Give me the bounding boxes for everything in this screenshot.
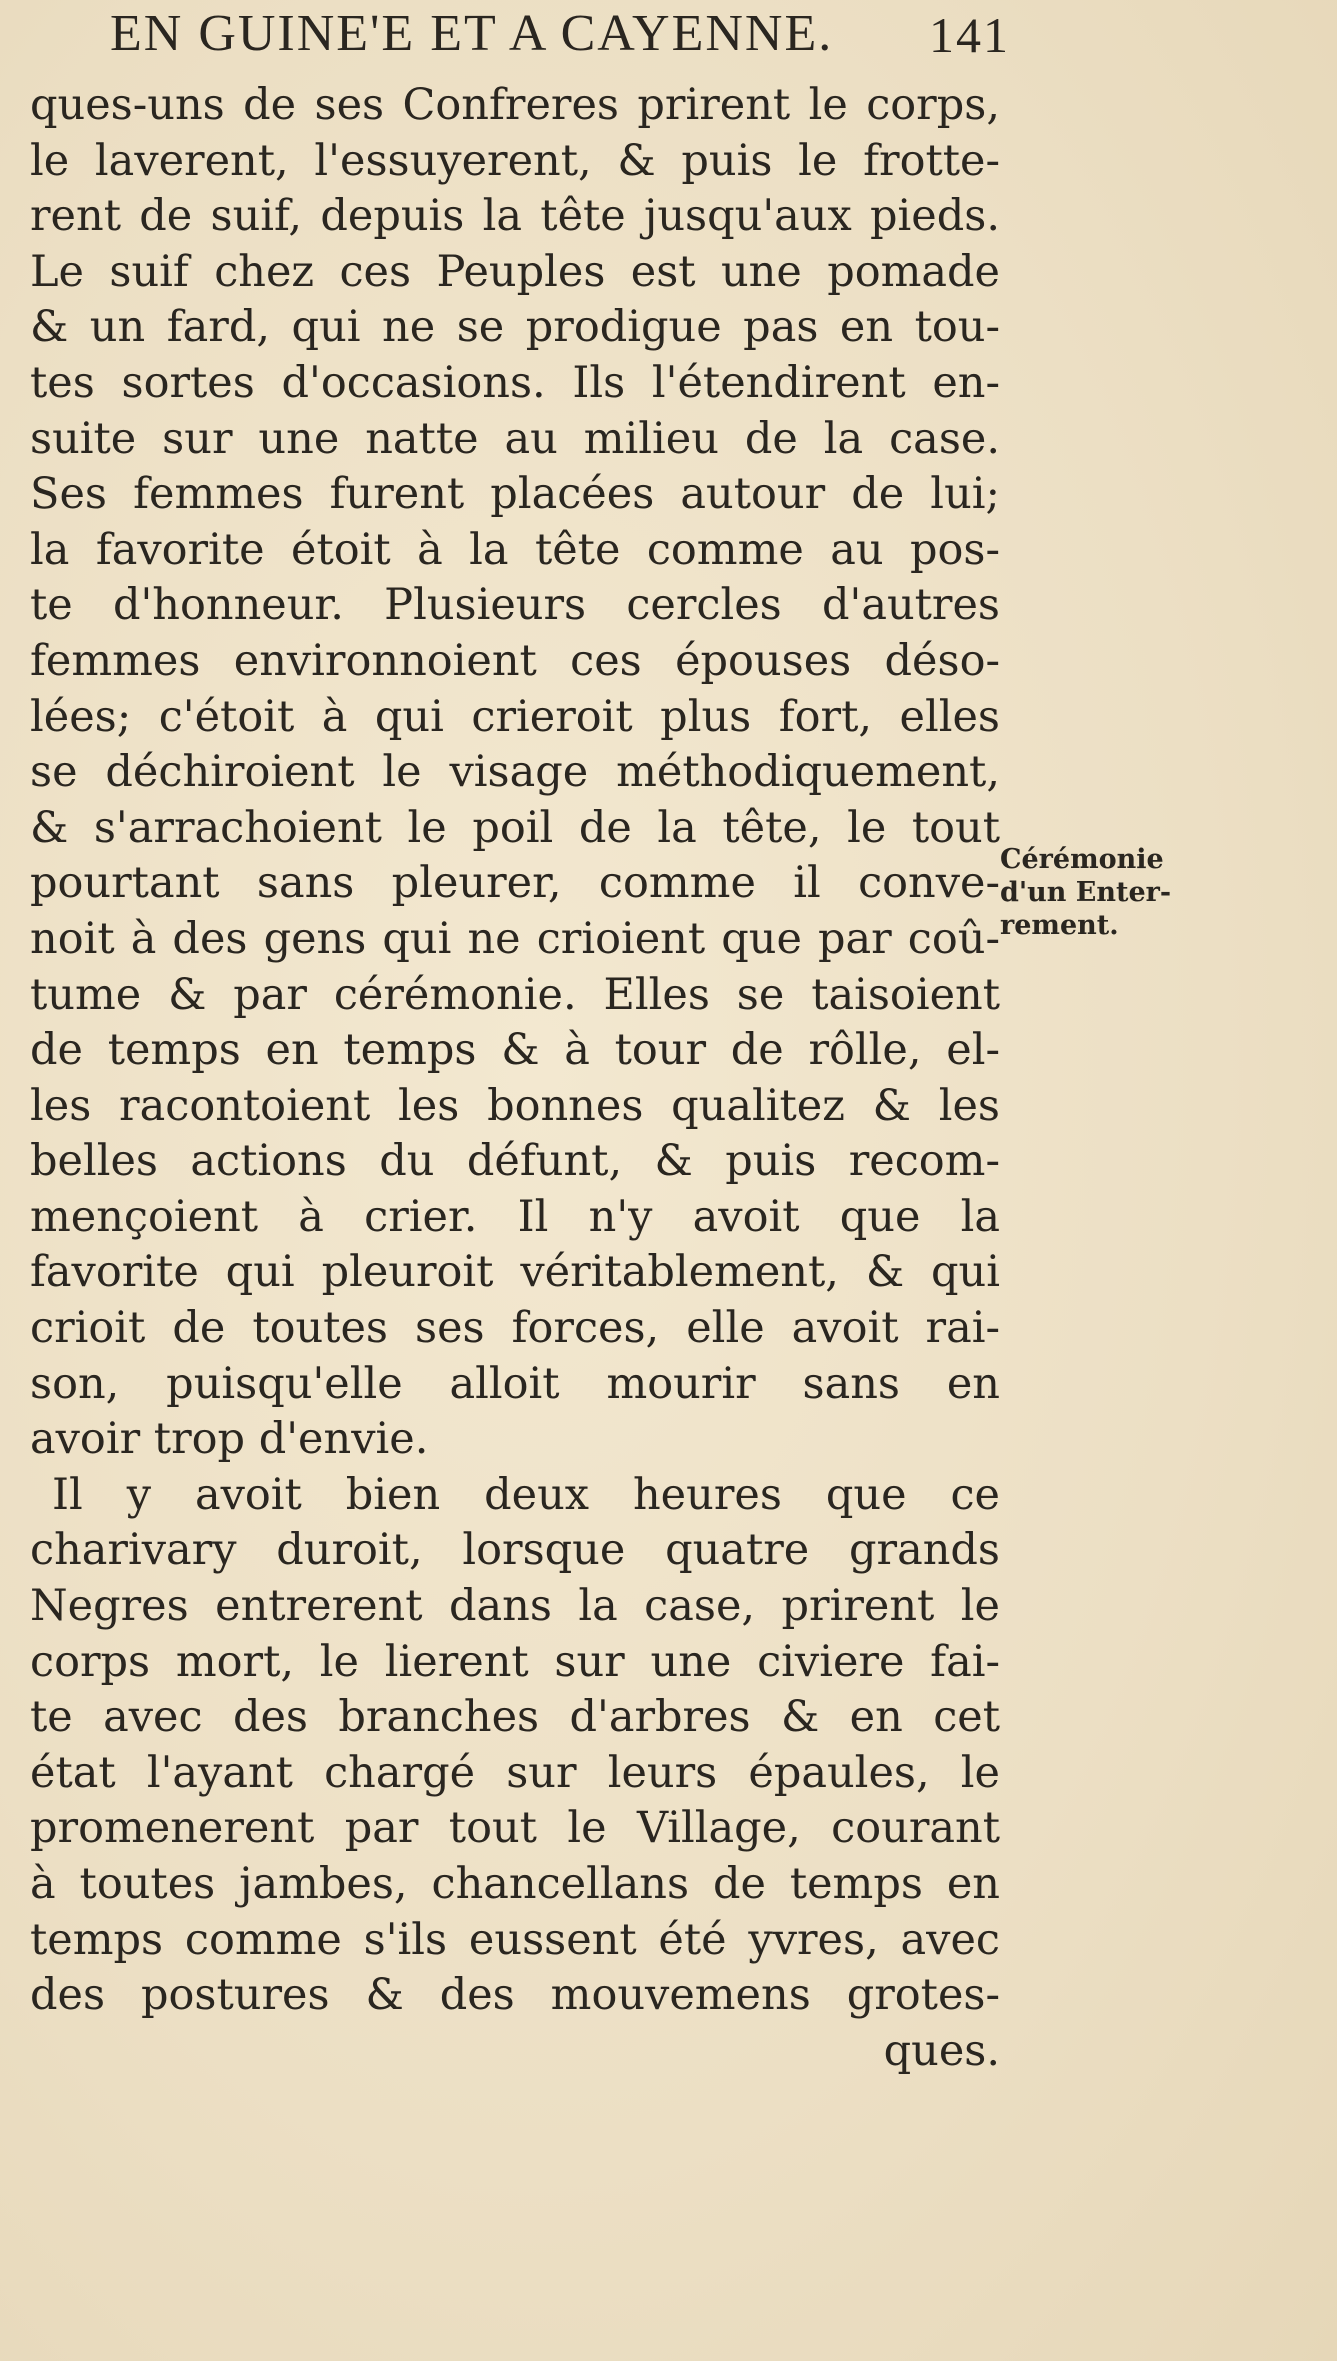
text-line: belles actions du défunt, & puis recom- xyxy=(30,1136,1000,1187)
text-line: crioit de toutes ses forces, elle avoit rai- xyxy=(30,1303,1000,1354)
text-line: promenerent par tout le Village, courant xyxy=(30,1803,1000,1854)
text-line: noit à des gens qui ne crioient que par coû- xyxy=(30,913,1000,964)
text-line: suite sur une natte au milieu de la case. xyxy=(30,413,1000,464)
margin-note xyxy=(1000,843,1210,942)
text-line: favorite qui pleuroit véritablement, & qui xyxy=(30,1247,1000,1298)
text-line: son, puisqu'elle alloit mourir sans en xyxy=(30,1358,1000,1409)
text-line: la favorite étoit à la tête comme au pos- xyxy=(30,524,1000,575)
text-line: temps comme s'ils eussent été yvres, avec xyxy=(30,1914,1000,1965)
text-line: Il y avoit bien deux heures que ce xyxy=(52,1469,1000,1520)
text-line: les racontoient les bonnes qualitez & les xyxy=(30,1080,1000,1131)
text-line: tume & par cérémonie. Elles se taisoient xyxy=(30,969,1000,1020)
margin-note-line: Cérémonie xyxy=(1000,844,1164,875)
text-line: mençoient à crier. Il n'y avoit que la xyxy=(30,1191,1000,1242)
text-line: ques. xyxy=(883,2025,1000,2076)
running-title: EN GUINE'E ET A CAYENNE. xyxy=(110,5,834,62)
text-line: état l'ayant chargé sur leurs épaules, le xyxy=(30,1747,1000,1798)
text-line: tes sortes d'occasions. Ils l'étendirent en- xyxy=(30,357,1000,408)
text-line: le laverent, l'essuyerent, & puis le frotte- xyxy=(30,135,1000,186)
text-line: Le suif chez ces Peuples est une pomade xyxy=(30,246,1000,297)
text-line: charivary duroit, lorsque quatre grands xyxy=(30,1525,1000,1576)
page-number: 141 xyxy=(929,7,1010,63)
margin-note-line: d'un Enter- xyxy=(1000,877,1172,908)
text-line: rent de suif, depuis la tête jusqu'aux pieds. xyxy=(30,191,1000,242)
text-line: corps mort, le lierent sur une civiere fai- xyxy=(30,1636,1000,1687)
text-line: à toutes jambes, chancellans de temps en xyxy=(30,1859,1000,1909)
text-line: Negres entrerent dans la case, prirent le xyxy=(30,1581,1000,1632)
body-text xyxy=(30,78,1000,2079)
text-line: se déchiroient le visage méthodiquement, xyxy=(30,747,1000,798)
running-header xyxy=(110,4,1010,64)
text-line: femmes environnoient ces épouses déso- xyxy=(30,635,1000,686)
text-line: pourtant sans pleurer, comme il conve- xyxy=(30,858,1000,909)
text-line: ques-uns de ses Confreres prirent le corps, xyxy=(30,80,1000,130)
text-line: & s'arrachoient le poil de la tête, le tout xyxy=(30,802,1000,853)
text-line: Ses femmes furent placées autour de lui; xyxy=(30,469,1000,520)
text-line: lées; c'étoit à qui crieroit plus fort, elles xyxy=(30,691,1000,742)
text-line: te avec des branches d'arbres & en cet xyxy=(30,1692,1000,1743)
margin-note-line: rement. xyxy=(1000,910,1119,941)
text-line: des postures & des mouvemens grotes- xyxy=(30,1970,1000,2021)
text-line: de temps en temps & à tour de rôlle, el- xyxy=(30,1025,1000,1076)
text-line: te d'honneur. Plusieurs cercles d'autres xyxy=(30,580,1000,631)
text-line: & un fard, qui ne se prodigue pas en tou- xyxy=(30,302,1000,353)
text-line: avoir trop d'envie. xyxy=(30,1414,429,1465)
